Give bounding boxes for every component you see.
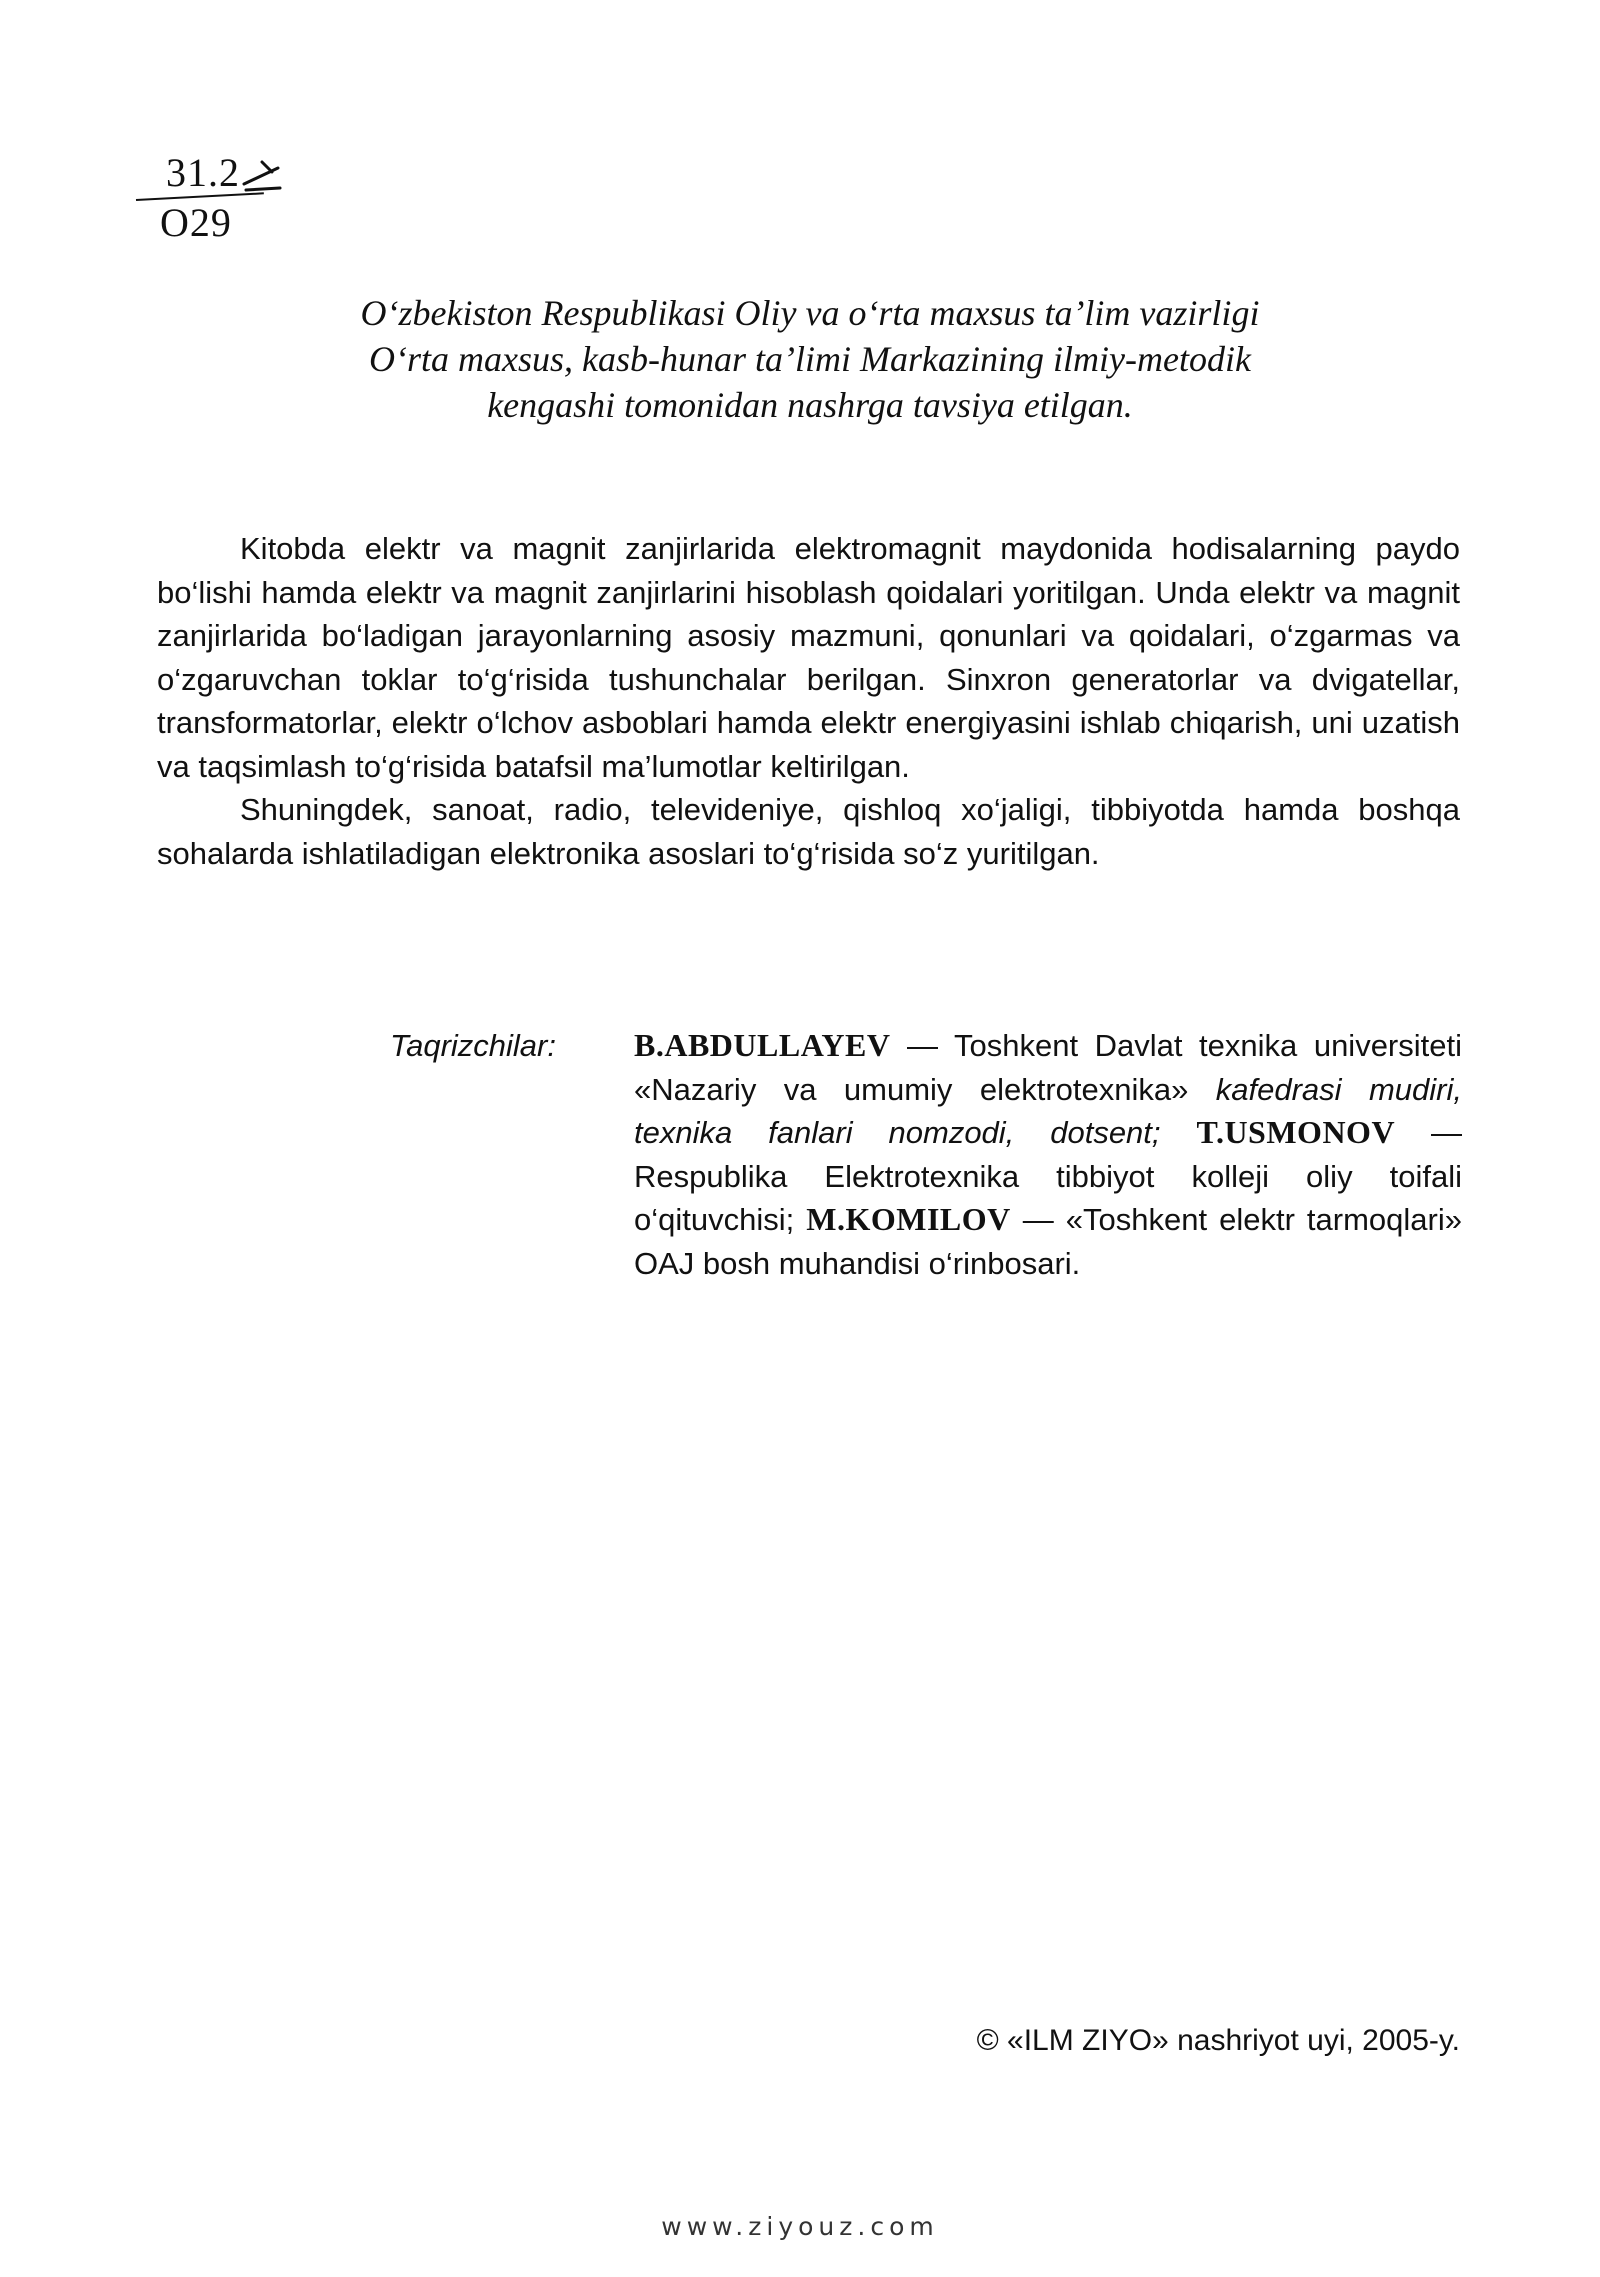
copyright-notice: © «ILM ZIYO» nashriyot uyi, 2005-y. [976,2024,1460,2057]
reviewer-position: kafedrasi mudiri, texnika fanlari nomzodi, dotsent; [634,1071,1462,1150]
bbk-numerator: 31.2 [166,150,240,195]
approval-statement [240,290,1380,428]
bbk-classification [130,150,300,250]
reviewers-list [634,1024,1462,1285]
reviewer-affiliation: — «Toshkent elektr tarmoqlari» OAJ bosh muhandisi o‘rinbosari. [634,1202,1462,1281]
reviewer-affiliation: — Respublika Elektrotexnika tibbiyot kolleji oliy toifali o‘qituvchisi; [634,1115,1462,1237]
footer-url: www.ziyouz.com [661,2212,939,2241]
reviewer-affiliation: — Toshkent Davlat texnika universiteti «Nazariy va umumiy elektrotexnika» [634,1028,1462,1107]
reviewer-name: B.ABDULLAYEV [634,1027,891,1063]
bbk-denominator: O29 [160,200,232,245]
annotation-paragraph: Kitobda elektr va magnit zanjirlarida elektromagnit maydonida hodisalarning paydo bo‘lishi hamda elektr va magnit zanjirlarini hisoblash qoidalari yoritilgan. Unda elektr va magnit zanjirlarida bo‘ladigan jarayonlarning asosiy mazmuni, qonunlari va qoidalari, o‘zgarmas va o‘zgaruvchan toklar to‘g‘risida tushunchalar berilgan. Sinxron generatorlar va dvigatellar, transformatorlar, elektr o‘lchov asboblari hamda elektr energiyasini ishlab chiqarish, uni uzatish va taqsimlash to‘g‘risida batafsil ma’lumotlar keltirilgan. [157,531,1460,784]
book-annotation [157,527,1460,875]
reviewer-name: M.KOMILOV [806,1201,1011,1237]
annotation-paragraph: Shuningdek, sanoat, radio, televideniye, qishloq xo‘jaligi, tibbiyotda hamda boshqa sohalarda ishlatiladigan elektronika asoslari to‘g‘risida so‘z yuritilgan. [157,792,1460,871]
handwritten-mark-icon [238,158,284,194]
reviewer-name: T.USMONOV [1196,1114,1396,1150]
reviewers-label: Taqrizchilar: [390,1028,556,1063]
approval-line: O‘rta maxsus, kasb-hunar ta’limi Markazining ilmiy-metodik [369,339,1251,379]
reviewers-section [390,1024,1462,1344]
approval-line: kengashi tomonidan nashrga tavsiya etilgan. [487,385,1133,425]
approval-line: O‘zbekiston Respublikasi Oliy va o‘rta maxsus ta’lim vazirligi [360,293,1260,333]
